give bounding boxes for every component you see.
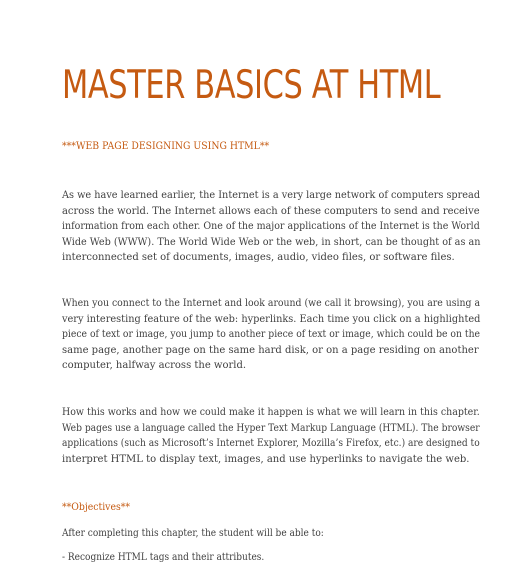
objective-item: - Recognize HTML tags and their attributes. (62, 552, 265, 563)
objectives-intro: After completing this chapter, the student will be able to: (62, 528, 324, 539)
paragraph-line: piece of text or image, you jump to another piece of text or image, which could be on the (62, 329, 481, 341)
paragraph-line: interpret HTML to display text, images, and use hyperlinks to navigate the web. (62, 453, 470, 465)
paragraph-line: When you connect to the Internet and look around (we call it browsing), you are using a (62, 298, 481, 309)
paragraph-line: applications (such as Microsoft’s Internet Explorer, Mozilla’s Firefox, etc.) are designed to (62, 438, 480, 450)
paragraph-line: across the world. The Internet allows each of these computers to send and receive (62, 205, 480, 217)
paragraph-internet-intro (62, 188, 480, 266)
paragraph-line: interconnected set of documents, images, audio, video files, or software files. (62, 252, 455, 264)
section-subtitle: ***WEB PAGE DESIGNING USING HTML** (62, 141, 270, 152)
paragraph-hyperlinks (62, 296, 480, 374)
objectives-heading: **Objectives** (62, 502, 131, 513)
paragraph-line: Wide Web (WWW). The World Wide Web or the web, in short, can be thought of as an (62, 236, 481, 248)
paragraph-line: computer, halfway across the world. (62, 360, 247, 372)
paragraph-html-overview (62, 405, 480, 467)
paragraph-line: As we have learned earlier, the Internet is a very large network of computers spread (62, 190, 481, 201)
paragraph-line: same page, another page on the same hard disk, or on a page residing on another (62, 344, 479, 356)
page-title: MASTER BASICS AT HTML (62, 63, 441, 108)
paragraph-line: How this works and how we could make it happen is what we will learn in this chapter. (62, 407, 480, 418)
paragraph-line: Web pages use a language called the Hyper Text Markup Language (HTML). The browser (62, 422, 480, 434)
paragraph-line: very interesting feature of the web: hyperlinks. Each time you click on a highlighted (62, 313, 481, 325)
paragraph-line: information from each other. One of the major applications of the Internet is the World (62, 221, 480, 233)
